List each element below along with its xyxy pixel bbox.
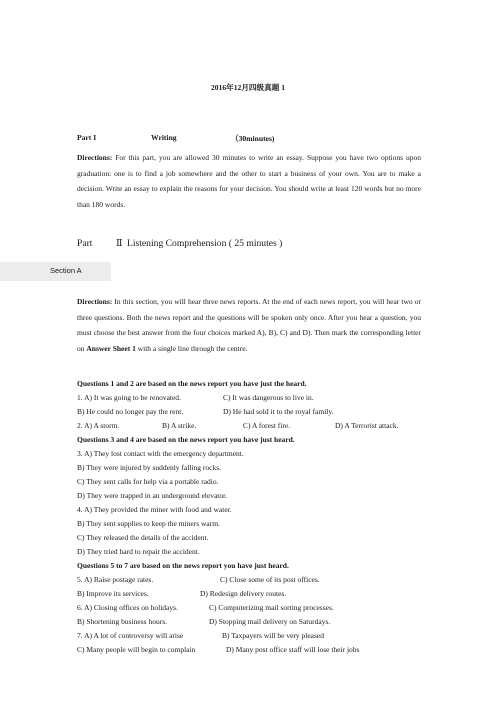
q6-option-a: 6. A) Closing offices on holidays. <box>77 603 178 612</box>
q4-option-c: C) They released the details of the accident. <box>77 533 209 542</box>
listening-directions-text-a: In this section, you will hear three news reports. At the end of each news report, you will hear two or three questions. Both the news report and the questions will be spoken only once. After you hear a question, you must choose the best answer from the four choices marked A), B), C) and D). Then mark the corresponding letter on <box>77 297 421 354</box>
q7-option-c: C) Many people will begin to complain <box>77 645 196 654</box>
q6-option-c: C) Computerizing mail sorting processes. <box>209 603 334 612</box>
q4-option-b: B) They sent supplies to keep the miners warm. <box>77 519 220 528</box>
part1-time: （30minutes) <box>231 134 275 143</box>
q1-option-c: C) It was dangerous to live in. <box>223 393 314 402</box>
section-a-label: Section A <box>50 266 82 275</box>
part1-label: Part I <box>77 133 97 142</box>
part2-name: Listening Comprehension ( 25 minutes ) <box>127 238 283 249</box>
q5-option-b: B) Improve its services. <box>77 589 149 598</box>
q5-option-a: 5. A) Raise postage rates. <box>77 575 154 584</box>
q6-option-b: B) Shortening business hours. <box>77 617 167 626</box>
q3-option-b: B) They were injured by suddenly falling rocks. <box>77 463 221 472</box>
q3-option-a: 3. A) They lost contact with the emergency department. <box>77 449 244 458</box>
q7-option-d: D) Many post office staff will lose their jobs <box>226 645 360 654</box>
questions-heading-1: Questions 1 and 2 are based on the news report you have just the heard. <box>77 379 307 388</box>
questions-heading-3: Questions 5 to 7 are based on the news report you have just heard. <box>77 561 289 570</box>
q1-option-a: 1. A) It was going to be renovated. <box>77 393 181 402</box>
q3-option-c: C) They sent calls for help via a portable radio. <box>77 477 219 486</box>
q5-option-d: D) Redesign delivery routes. <box>200 589 287 598</box>
q2-option-a: 2. A) A storm. <box>77 421 120 430</box>
q7-option-a: 7. A) A lot of controversy will arise <box>77 631 184 640</box>
q4-option-a: 4. A) They provided the miner with food and water. <box>77 505 232 514</box>
page-title: 2016年12月四级真题 1 <box>210 83 286 92</box>
q4-option-d: D) They tried hard to repair the accident. <box>77 547 200 556</box>
q5-option-c: C) Close some of its post offices. <box>220 575 320 584</box>
q2-option-d: D) A Terrorist attack. <box>335 421 399 430</box>
q7-option-b: B) Taxpayers will be very pleased <box>222 631 325 640</box>
part2-label: Part <box>77 238 93 249</box>
listening-directions <box>77 294 421 357</box>
part1-name: Writing <box>151 133 177 142</box>
part2-roman: Ⅱ <box>116 238 123 249</box>
listening-directions-label: Directions: <box>77 297 113 306</box>
q3-option-d: D) They were trapped in an underground elevator. <box>77 491 228 500</box>
q1-option-b: B) He could no longer pay the rent. <box>77 407 184 416</box>
questions-heading-2: Questions 3 and 4 are based on the news report you have just heard. <box>77 435 295 444</box>
q2-option-c: C) A forest fire. <box>243 421 291 430</box>
answer-sheet-ref: Answer Sheet 1 <box>86 344 136 354</box>
writing-directions-label: Directions: <box>77 153 113 162</box>
writing-directions-text: For this part, you are allowed 30 minutes to write an essay. Suppose you have two options upon graduation: one is to find a job somewhere and the other to start a business of your own. You are to make a decision. Write an essay to explain the reasons for your decision. You should write at least 120 words but no more than 180 words. <box>77 153 421 210</box>
q1-option-d: D) He had sold it to the royal family. <box>223 407 334 416</box>
q2-option-b: B) A strike. <box>162 421 197 430</box>
writing-directions <box>77 150 421 213</box>
q6-option-d: D) Stopping mail delivery on Saturdays. <box>209 617 331 626</box>
listening-directions-text-b: with a single line through the centre. <box>135 344 248 354</box>
